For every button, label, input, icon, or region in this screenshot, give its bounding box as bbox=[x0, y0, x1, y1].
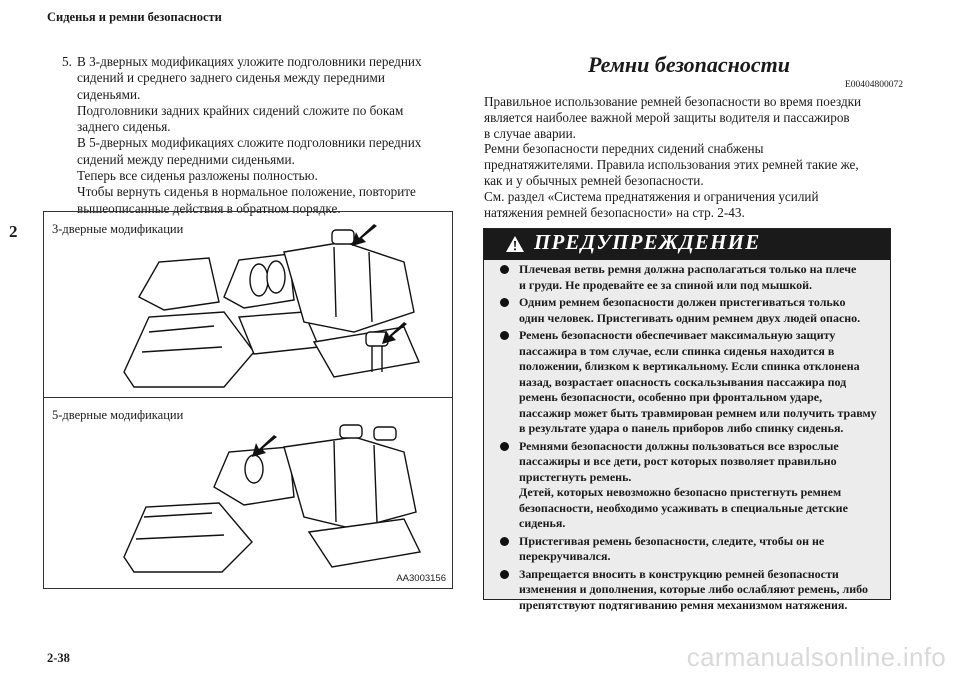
seats-3door-illustration bbox=[104, 222, 434, 392]
bullet-icon bbox=[500, 265, 509, 274]
step-line: сиденьями. bbox=[77, 86, 141, 102]
step-5 bbox=[62, 54, 462, 217]
section-code: E00404800072 bbox=[845, 80, 904, 90]
warning-triangle-icon bbox=[505, 235, 525, 253]
intro-line: Ремни безопасности передних сидений снабжены bbox=[484, 141, 764, 157]
warning-item bbox=[494, 439, 884, 532]
page-number: 2-38 bbox=[47, 651, 70, 665]
warning-title: ПРЕДУПРЕЖДЕНИЕ bbox=[534, 230, 761, 254]
warning-item bbox=[494, 328, 884, 437]
intro-line: в случае аварии. bbox=[484, 125, 576, 141]
step-line: сидений между передними сиденьями. bbox=[77, 151, 295, 167]
intro-line: как и у обычных ремней безопасности. bbox=[484, 172, 704, 188]
warning-item bbox=[494, 567, 884, 614]
warning-item-text: Плечевая ветвь ремня должна располагаться только на плече и груди. Не продевайте ее за спиной или под мышкой. bbox=[519, 262, 857, 292]
warning-header bbox=[484, 229, 890, 260]
caption-5door: 5-дверные модификации bbox=[52, 408, 184, 422]
figure-code: AA3003156 bbox=[396, 573, 446, 584]
bullet-icon bbox=[500, 298, 509, 307]
warning-list bbox=[494, 262, 884, 615]
warning-item-text: Одним ремнем безопасности должен пристегиваться только один человек. Пристегивать одним ремнем двух людей опасно. bbox=[519, 295, 861, 325]
bullet-icon bbox=[500, 537, 509, 546]
running-header: Сиденья и ремни безопасности bbox=[47, 10, 222, 24]
watermark: carmanualsonline.info bbox=[686, 642, 946, 672]
step-line: Подголовники задних крайних сидений сложите по бокам bbox=[77, 102, 404, 118]
section-intro bbox=[484, 94, 904, 220]
intro-line: Правильное использование ремней безопасности во время поездки bbox=[484, 94, 862, 109]
intro-line: натяжения ремней безопасности» на стр. 2-43. bbox=[484, 204, 745, 220]
warning-box bbox=[483, 228, 891, 612]
chapter-number: 2 bbox=[9, 222, 18, 241]
step-line: Чтобы вернуть сиденья в нормальное положение, повторите bbox=[77, 184, 416, 200]
step-line: сидений и среднего заднего сиденья между передними bbox=[77, 70, 385, 86]
step-line: В 3-дверных модификациях уложите подголовники передних bbox=[77, 54, 422, 69]
step-number: 5. bbox=[62, 54, 72, 69]
bullet-icon bbox=[500, 570, 509, 579]
step-line: заднего сиденья. bbox=[77, 119, 171, 135]
section-title: Ремни безопасности bbox=[588, 52, 790, 77]
warning-item-text: Пристегивая ремень безопасности, следите, чтобы он не перекручивался. bbox=[519, 533, 825, 563]
intro-line: преднатяжителями. Правила использования этих ремней такие же, bbox=[484, 157, 859, 173]
step-line: В 5-дверных модификациях сложите подголовники передних bbox=[77, 135, 422, 151]
bullet-icon bbox=[500, 331, 509, 340]
warning-item bbox=[494, 295, 884, 326]
intro-line: См. раздел «Система преднатяжения и ограничения усилий bbox=[484, 188, 819, 204]
warning-item-text: Ремнями безопасности должны пользоваться все взрослые пассажиры и все дети, рост которых позволяет правильно пристегнуть ремень. Детей, которых невозможно безопасно пристегнуть ремнем безопасности, необходимо усаживать в специальные детские сиденья. bbox=[519, 438, 848, 530]
step-line: Теперь все сиденья разложены полностью. bbox=[77, 168, 318, 184]
intro-line: является наиболее важной мерой защиты водителя и пассажиров bbox=[484, 109, 850, 125]
figure-divider bbox=[44, 397, 452, 398]
step-body bbox=[77, 54, 462, 217]
bullet-icon bbox=[500, 442, 509, 451]
warning-item bbox=[494, 262, 884, 293]
warning-item-text: Ремень безопасности обеспечивает максимальную защиту пассажира в том случае, если спинка сиденья находится в положении, близком к вертикальному. Если спинка отклонена назад, возрастает опасность соскальзывания пассажира под ремень безопасности, особенно при фронтальном ударе, пассажир может быть травмирован ремнем или получить травму в результате удара о панель приборов либо спинку сиденья. bbox=[519, 328, 877, 435]
seats-5door-illustration bbox=[104, 417, 434, 577]
seat-figure bbox=[43, 211, 453, 589]
warning-item bbox=[494, 534, 884, 565]
caption-3door: 3-дверные модификации bbox=[52, 222, 184, 236]
warning-item-text: Запрещается вносить в конструкцию ремней безопасности изменения и дополнения, которые либо ослабляют ремень, либо препятствуют подтягиванию ремня механизмом натяжения. bbox=[519, 566, 868, 612]
step-line: вышеописанные действия в обратном порядке. bbox=[77, 200, 341, 216]
